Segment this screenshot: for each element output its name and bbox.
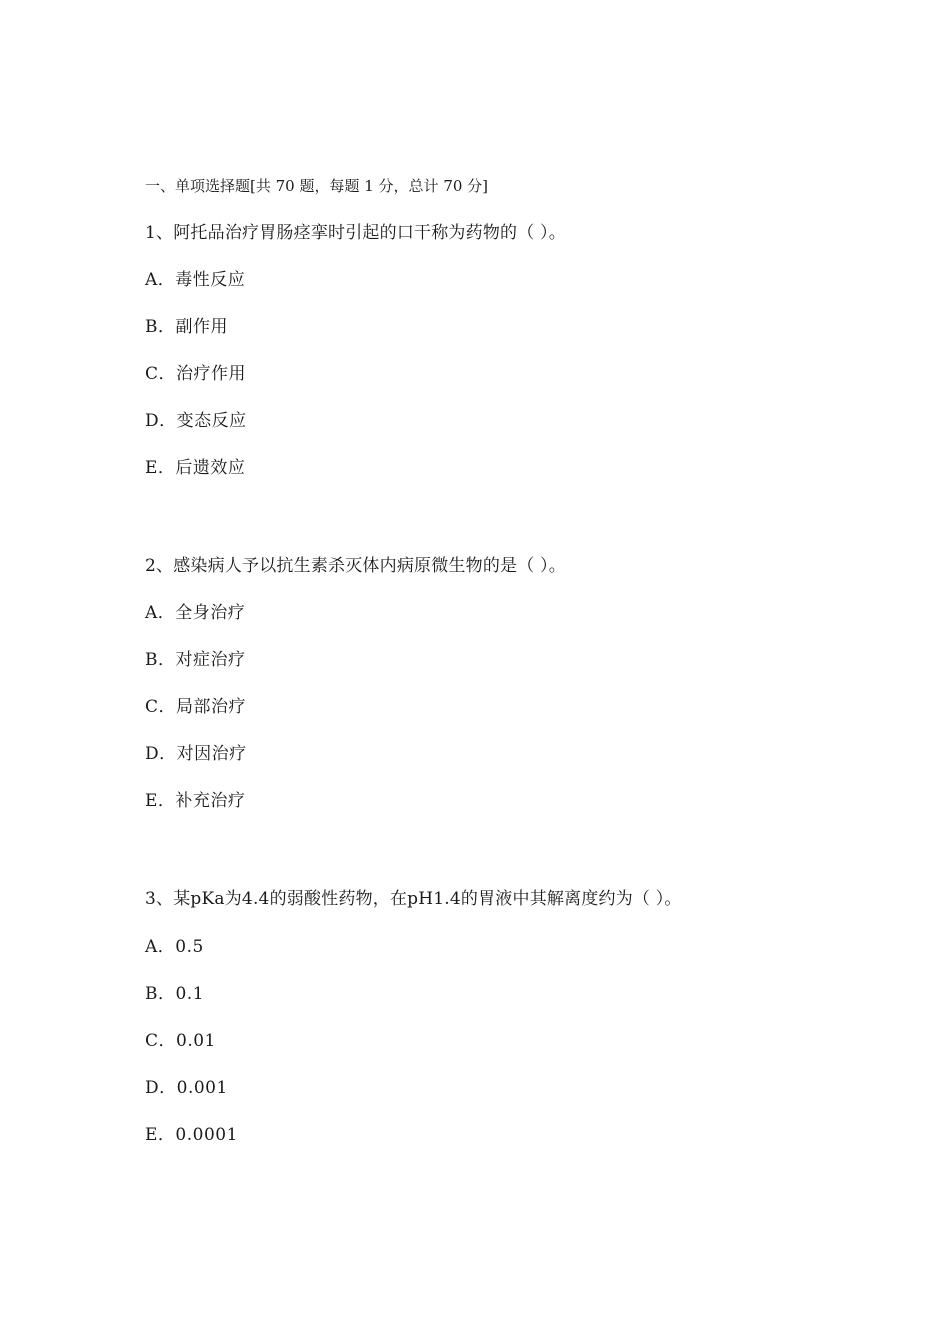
question-3-option-b: B．0.1 — [145, 984, 205, 1004]
question-3-stem: 3、某pKa为4.4的弱酸性药物，在pH1.4的胃液中其解离度约为（ ）。 — [145, 889, 682, 909]
section-title: 一、单项选择题[共 70 题，每题 1 分，总计 70 分] — [145, 177, 489, 195]
question-1-option-c: C．治疗作用 — [145, 364, 247, 384]
question-1-option-e: E．后遗效应 — [145, 458, 246, 478]
question-1-stem: 1、阿托品治疗胃肠痉挛时引起的口干称为药物的（ ）。 — [145, 223, 566, 243]
question-2-option-c: C．局部治疗 — [145, 697, 247, 717]
question-3-option-c: C．0.01 — [145, 1031, 216, 1051]
question-3-option-d: D．0.001 — [145, 1078, 228, 1098]
question-2-option-a: A．全身治疗 — [145, 603, 246, 623]
question-2-stem: 2、感染病人予以抗生素杀灭体内病原微生物的是（ ）。 — [145, 556, 566, 576]
question-3-option-e: E．0.0001 — [145, 1125, 238, 1145]
question-1-option-d: D．变态反应 — [145, 411, 247, 431]
question-2-option-d: D．对因治疗 — [145, 744, 247, 764]
question-1-option-b: B．副作用 — [145, 317, 228, 337]
question-2-option-e: E．补充治疗 — [145, 791, 246, 811]
question-2-option-b: B．对症治疗 — [145, 650, 246, 670]
question-3-option-a: A．0.5 — [145, 937, 204, 957]
question-1-option-a: A．毒性反应 — [145, 270, 246, 290]
